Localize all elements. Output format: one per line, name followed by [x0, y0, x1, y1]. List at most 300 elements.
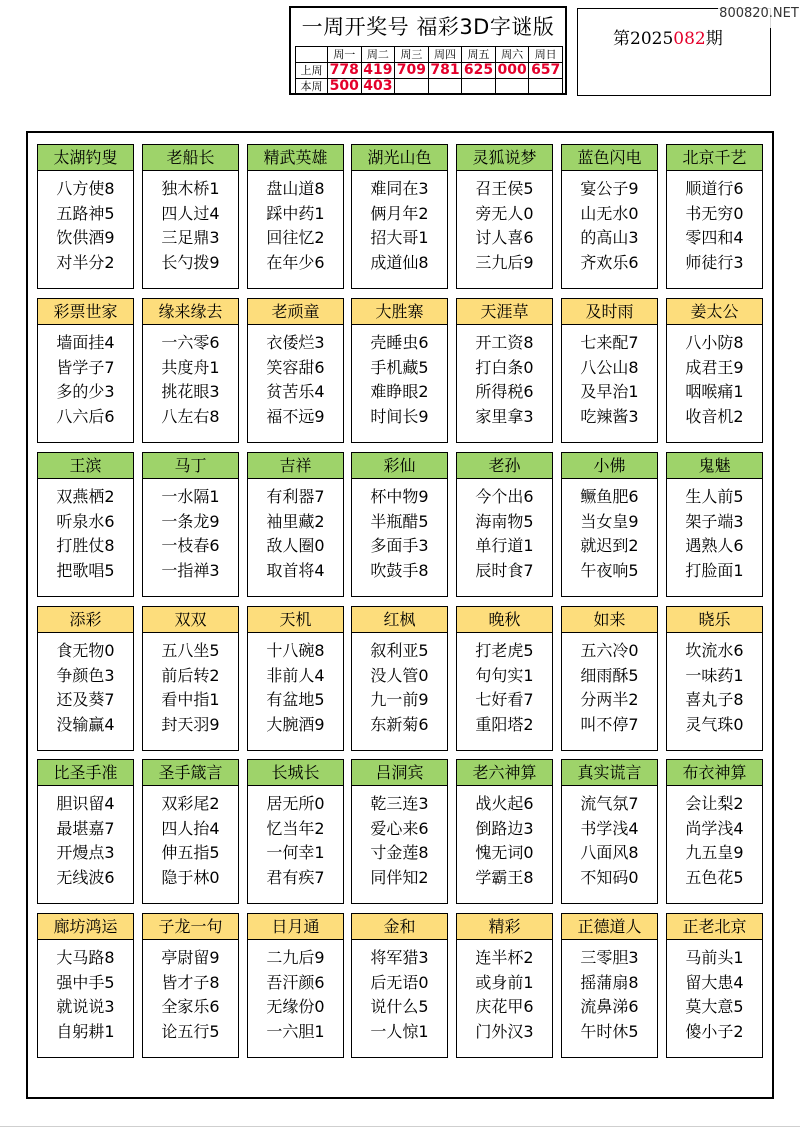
riddle-line: 海南物5: [475, 511, 534, 531]
riddle-line: 挑花眼3: [161, 382, 220, 401]
riddle-lines: [562, 177, 657, 275]
riddle-line: 书学浅4: [580, 818, 639, 838]
riddle-line: 七好看7: [475, 690, 534, 709]
this-week-row: [296, 79, 563, 95]
riddle-line: 伸五指5: [161, 843, 220, 862]
riddle-lines: [457, 946, 552, 1044]
riddle-card-title: 子龙一句: [143, 914, 238, 940]
riddle-grid-panel: [26, 131, 774, 1099]
issue-year: 2025: [630, 29, 674, 49]
riddle-lines: [38, 485, 133, 583]
riddle-line: 叙利亚5: [370, 641, 429, 660]
riddle-line: 壳睡虫6: [370, 333, 429, 352]
riddle-line: 打脸面1: [685, 560, 744, 580]
riddle-line: 旁无人0: [475, 203, 534, 223]
riddle-card: [37, 913, 134, 1058]
riddle-line: 封天羽9: [161, 714, 220, 734]
riddle-card: [142, 759, 239, 904]
riddle-card: [666, 298, 763, 443]
last-week-label: 上周: [296, 63, 328, 79]
riddle-line: 没输赢4: [56, 714, 115, 734]
riddle-lines: [38, 331, 133, 429]
riddle-card-title: 圣手箴言: [143, 760, 238, 786]
riddle-line: 多的少3: [56, 382, 115, 401]
riddle-card: [37, 606, 134, 751]
riddle-line: 君有疾7: [266, 867, 325, 887]
riddle-card: [351, 298, 448, 443]
riddle-card-title: 彩票世家: [38, 299, 133, 325]
riddle-lines: [667, 331, 762, 429]
riddle-card: [351, 913, 448, 1058]
riddle-line: 齐欢乐6: [580, 252, 639, 272]
riddle-card-title: 灵狐说梦: [457, 145, 552, 171]
riddle-lines: [457, 792, 552, 890]
riddle-card-title: 金和: [352, 914, 447, 940]
riddle-lines: [562, 331, 657, 429]
riddle-lines: [352, 485, 447, 583]
day-cell: 周四: [428, 47, 462, 63]
draw-number: 500: [328, 79, 362, 95]
draw-number: 625: [462, 63, 496, 79]
riddle-line: 门外汉3: [475, 1021, 534, 1041]
riddle-card-title: 晓乐: [667, 607, 762, 633]
riddle-line: 当女皇9: [580, 511, 639, 531]
riddle-card: [351, 452, 448, 597]
riddle-line: 饮供酒9: [56, 228, 115, 247]
riddle-lines: [667, 485, 762, 583]
riddle-lines: [38, 792, 133, 890]
riddle-line: 将军猎3: [370, 948, 429, 967]
riddle-card-title: 大胜寨: [352, 299, 447, 325]
riddle-lines: [38, 177, 133, 275]
riddle-line: 在年少6: [266, 252, 325, 272]
riddle-line: 三足鼎3: [161, 228, 220, 247]
riddle-line: 莫大意5: [685, 997, 744, 1016]
riddle-line: 愧无词0: [475, 843, 534, 862]
riddle-line: 七来配7: [580, 333, 639, 352]
day-cell: 周一: [328, 47, 362, 63]
riddle-card: [37, 759, 134, 904]
riddle-card: [456, 144, 553, 289]
riddle-line: 吾汗颜6: [266, 972, 325, 992]
riddle-card-title: 老六神算: [457, 760, 552, 786]
riddle-line: 长勺拨9: [161, 252, 220, 272]
day-cell: 周二: [361, 47, 395, 63]
riddle-card-title: 彩仙: [352, 453, 447, 479]
riddle-card-title: 老顽童: [248, 299, 343, 325]
riddle-line: 招大哥1: [370, 228, 429, 247]
riddle-line: 战火起6: [475, 794, 534, 813]
riddle-card: [247, 759, 344, 904]
draw-number: [395, 79, 429, 95]
riddle-lines: [352, 177, 447, 275]
riddle-lines: [38, 639, 133, 737]
riddle-card: [456, 913, 553, 1058]
riddle-line: 八小防8: [685, 333, 744, 352]
riddle-card: [456, 298, 553, 443]
riddle-line: 五六冷0: [580, 641, 639, 660]
riddle-line: 强中手5: [56, 972, 115, 992]
riddle-card-title: 精武英雄: [248, 145, 343, 171]
draw-number: 657: [529, 63, 563, 79]
riddle-card-title: 及时雨: [562, 299, 657, 325]
riddle-card-title: 王滨: [38, 453, 133, 479]
riddle-line: 及早治1: [580, 382, 639, 401]
riddle-lines: [562, 946, 657, 1044]
day-cell: 周五: [462, 47, 496, 63]
riddle-lines: [38, 946, 133, 1044]
riddle-lines: [457, 639, 552, 737]
riddle-line: 马前头1: [685, 948, 744, 967]
riddle-line: 八六后6: [56, 406, 115, 426]
riddle-card-title: 老船长: [143, 145, 238, 171]
draw-number: [462, 79, 496, 95]
riddle-line: 开熳点3: [56, 843, 115, 862]
riddle-line: 五八坐5: [161, 641, 220, 660]
riddle-line: 一何幸1: [266, 843, 325, 862]
riddle-card-title: 北京千艺: [667, 145, 762, 171]
riddle-line: 四人抬4: [161, 818, 220, 838]
riddle-line: 八公山8: [580, 357, 639, 377]
riddle-lines: [457, 331, 552, 429]
riddle-line: 开工资8: [475, 333, 534, 352]
riddle-line: 八面风8: [580, 843, 639, 862]
riddle-card-title: 正老北京: [667, 914, 762, 940]
riddle-lines: [143, 792, 238, 890]
riddle-line: 听泉水6: [56, 511, 115, 531]
riddle-card: [142, 452, 239, 597]
riddle-line: 九一前9: [370, 690, 429, 709]
riddle-card: [247, 144, 344, 289]
riddle-lines: [143, 177, 238, 275]
riddle-line: 打胜仗8: [56, 536, 115, 555]
riddle-line: 独木桥1: [161, 179, 220, 198]
riddle-lines: [143, 485, 238, 583]
riddle-card-title: 双双: [143, 607, 238, 633]
riddle-line: 辰时食7: [475, 560, 534, 580]
day-cell: 周三: [395, 47, 429, 63]
riddle-card: [142, 913, 239, 1058]
riddle-lines: [352, 331, 447, 429]
riddle-line: 福不远9: [266, 406, 325, 426]
riddle-card-title: 吉祥: [248, 453, 343, 479]
riddle-lines: [248, 792, 343, 890]
riddle-line: 三零胆3: [580, 948, 639, 967]
riddle-line: 共度舟1: [161, 357, 220, 377]
riddle-card-title: 如来: [562, 607, 657, 633]
riddle-card: [351, 606, 448, 751]
riddle-line: 喜丸子8: [685, 690, 744, 709]
draw-number: 403: [361, 79, 395, 95]
riddle-line: 无线波6: [56, 867, 115, 887]
riddle-card: [142, 144, 239, 289]
riddle-card-title: 小佛: [562, 453, 657, 479]
riddle-line: 的高山3: [580, 228, 639, 247]
riddle-line: 有盆地5: [266, 690, 325, 709]
riddle-card-title: 天机: [248, 607, 343, 633]
riddle-line: 五色花5: [685, 867, 744, 887]
riddle-line: 衣倭烂3: [266, 333, 325, 352]
day-cell: 周日: [529, 47, 563, 63]
riddle-card-title: 吕洞宾: [352, 760, 447, 786]
riddle-card: [351, 144, 448, 289]
riddle-line: 敌人圈0: [266, 536, 325, 555]
riddle-card-title: 天涯草: [457, 299, 552, 325]
riddle-line: 午夜响5: [580, 560, 639, 580]
riddle-card: [456, 606, 553, 751]
riddle-card-title: 红枫: [352, 607, 447, 633]
riddle-card: [37, 144, 134, 289]
last-week-row: [296, 63, 563, 79]
riddle-line: 顺道行6: [685, 179, 744, 198]
riddle-line: 忆当年2: [266, 818, 325, 838]
riddle-lines: [248, 639, 343, 737]
riddle-line: 不知码0: [580, 867, 639, 887]
riddle-line: 盘山道8: [266, 179, 325, 198]
riddle-line: 一枝春6: [161, 536, 220, 555]
riddle-line: 成道仙8: [370, 252, 429, 272]
riddle-line: 细雨酥5: [580, 665, 639, 685]
riddle-card-title: 晚秋: [457, 607, 552, 633]
riddle-card-title: 太湖钓叟: [38, 145, 133, 171]
riddle-card-title: 布衣神算: [667, 760, 762, 786]
riddle-line: 吃辣酱3: [580, 406, 639, 426]
riddle-line: 召王侯5: [475, 179, 534, 198]
riddle-line: 吹鼓手8: [370, 560, 429, 580]
riddle-line: 就说说3: [56, 997, 115, 1016]
riddle-lines: [352, 946, 447, 1044]
riddle-line: 一味药1: [685, 665, 744, 685]
riddle-line: 手机藏5: [370, 357, 429, 377]
draw-number: [428, 79, 462, 95]
riddle-line: 无缘份0: [266, 997, 325, 1016]
riddle-card: [561, 913, 658, 1058]
riddle-line: 还及葵7: [56, 690, 115, 709]
riddle-card: [561, 759, 658, 904]
riddle-card: [142, 298, 239, 443]
draw-number: 778: [328, 63, 362, 79]
riddle-line: 一六胆1: [266, 1021, 325, 1041]
riddle-card: [37, 298, 134, 443]
riddle-line: 一条龙9: [161, 511, 220, 531]
draw-number: [529, 79, 563, 95]
riddle-lines: [352, 639, 447, 737]
riddle-line: 今个出6: [475, 487, 534, 506]
riddle-line: 一水隔1: [161, 487, 220, 506]
riddle-line: 乾三连3: [370, 794, 429, 813]
riddle-card-title: 廊坊鸿运: [38, 914, 133, 940]
riddle-line: 傻小子2: [685, 1021, 744, 1041]
riddle-lines: [562, 485, 657, 583]
riddle-line: 师徒行3: [685, 252, 744, 272]
riddle-line: 对半分2: [56, 252, 115, 272]
riddle-line: 寸金莲8: [370, 843, 429, 862]
riddle-card-title: 比圣手准: [38, 760, 133, 786]
riddle-line: 打白条0: [475, 357, 534, 377]
draw-number: [495, 79, 529, 95]
riddle-line: 袖里藏2: [266, 511, 325, 531]
riddle-line: 杯中物9: [370, 487, 429, 506]
riddle-card: [561, 144, 658, 289]
riddle-card: [247, 913, 344, 1058]
riddle-line: 四人过4: [161, 203, 220, 223]
riddle-line: 最堪嘉7: [56, 818, 115, 838]
riddle-lines: [562, 639, 657, 737]
riddle-line: 坎流水6: [685, 641, 744, 660]
riddle-line: 书无穷0: [685, 203, 744, 223]
draw-number: 781: [428, 63, 462, 79]
riddle-lines: [667, 946, 762, 1044]
riddle-card: [666, 759, 763, 904]
riddle-line: 学霸王8: [475, 867, 534, 887]
riddle-lines: [248, 485, 343, 583]
riddle-card: [247, 452, 344, 597]
riddle-line: 八方使8: [56, 179, 115, 198]
riddle-line: 笑容甜6: [266, 357, 325, 377]
riddle-card-title: 缘来缘去: [143, 299, 238, 325]
weekly-draw-header: [289, 6, 567, 95]
riddle-line: 前后转2: [161, 665, 220, 685]
draw-number: 000: [495, 63, 529, 79]
riddle-card: [351, 759, 448, 904]
riddle-card: [142, 606, 239, 751]
weekly-draw-table: [295, 46, 563, 95]
riddle-line: 非前人4: [266, 665, 325, 685]
riddle-line: 皆才子8: [161, 972, 220, 992]
site-watermark: 800820.NET: [718, 0, 800, 28]
riddle-line: 倒路边3: [475, 818, 534, 838]
riddle-line: 难睁眼2: [370, 382, 429, 401]
riddle-card: [666, 606, 763, 751]
corner-cell: [296, 47, 328, 63]
riddle-line: 家里拿3: [475, 406, 534, 426]
riddle-line: 咽喉痛1: [685, 382, 744, 401]
riddle-line: 大马路8: [56, 948, 115, 967]
header-title: 一周开奖号 福彩3D字谜版: [301, 15, 555, 39]
riddle-card: [561, 606, 658, 751]
riddle-card: [666, 144, 763, 289]
riddle-line: 三九后9: [475, 252, 534, 272]
riddle-line: 难同在3: [370, 179, 429, 198]
riddle-line: 一人惊1: [370, 1021, 429, 1041]
riddle-card: [561, 298, 658, 443]
riddle-card: [456, 452, 553, 597]
issue-seq: 082: [673, 29, 706, 49]
riddle-line: 九五皇9: [685, 843, 744, 862]
riddle-line: 留大患4: [685, 972, 744, 992]
riddle-line: 灵气珠0: [685, 714, 744, 734]
riddle-line: 单行道1: [475, 536, 534, 555]
riddle-card-title: 长城长: [248, 760, 343, 786]
riddle-line: 论五行5: [161, 1021, 220, 1041]
riddle-card-title: 姜太公: [667, 299, 762, 325]
riddle-line: 讨人喜6: [475, 228, 534, 247]
riddle-line: 一指禅3: [161, 560, 220, 580]
riddle-line: 说什么5: [370, 997, 429, 1016]
riddle-card-title: 马丁: [143, 453, 238, 479]
day-row: [296, 47, 563, 63]
riddle-line: 遇熟人6: [685, 536, 744, 555]
riddle-lines: [667, 177, 762, 275]
riddle-line: 生人前5: [685, 487, 744, 506]
riddle-line: 踩中药1: [266, 203, 325, 223]
riddle-card: [666, 452, 763, 597]
riddle-card: [37, 452, 134, 597]
riddle-card-title: 正德道人: [562, 914, 657, 940]
riddle-line: 叫不停7: [580, 714, 639, 734]
riddle-line: 流气氛7: [580, 794, 639, 813]
riddle-card: [561, 452, 658, 597]
riddle-card: [247, 298, 344, 443]
riddle-line: 摇蒲扇8: [580, 972, 639, 992]
riddle-line: 双彩尾2: [161, 794, 220, 813]
riddle-line: 会让梨2: [685, 794, 744, 813]
riddle-lines: [143, 639, 238, 737]
riddle-line: 或身前1: [475, 972, 534, 992]
riddle-line: 鳜鱼肥6: [580, 487, 639, 506]
riddle-line: 后无语0: [370, 972, 429, 992]
riddle-lines: [667, 792, 762, 890]
riddle-card: [666, 913, 763, 1058]
riddle-line: 隐于林0: [161, 867, 220, 887]
riddle-lines: [248, 177, 343, 275]
riddle-line: 零四和4: [685, 228, 744, 247]
riddle-line: 大腕酒9: [266, 714, 325, 734]
draw-number: 709: [395, 63, 429, 79]
riddle-line: 贫苦乐4: [266, 382, 325, 401]
riddle-line: 句句实1: [475, 665, 534, 685]
riddle-lines: [457, 177, 552, 275]
riddle-line: 二九后9: [266, 948, 325, 967]
riddle-line: 架子端3: [685, 511, 744, 531]
riddle-line: 五路神5: [56, 203, 115, 223]
riddle-lines: [248, 946, 343, 1044]
riddle-line: 没人管0: [370, 665, 429, 685]
riddle-card-title: 添彩: [38, 607, 133, 633]
riddle-line: 分两半2: [580, 690, 639, 709]
riddle-line: 同伴知2: [370, 867, 429, 887]
riddle-lines: [143, 946, 238, 1044]
riddle-card-title: 精彩: [457, 914, 552, 940]
riddle-line: 看中指1: [161, 690, 220, 709]
riddle-line: 连半杯2: [475, 948, 534, 967]
riddle-line: 一六零6: [161, 333, 220, 352]
riddle-card-title: 蓝色闪电: [562, 145, 657, 171]
riddle-line: 半瓶醋5: [370, 511, 429, 531]
riddle-line: 东新菊6: [370, 714, 429, 734]
riddle-line: 所得税6: [475, 382, 534, 401]
riddle-lines: [562, 792, 657, 890]
riddle-line: 多面手3: [370, 536, 429, 555]
riddle-line: 居无所0: [266, 794, 325, 813]
riddle-lines: [248, 331, 343, 429]
riddle-line: 回往忆2: [266, 228, 325, 247]
riddle-line: 亭尉留9: [161, 948, 220, 967]
riddle-card: [247, 606, 344, 751]
riddle-line: 尚学浅4: [685, 818, 744, 838]
issue-suffix: 期: [705, 29, 723, 49]
bottom-divider: [0, 1126, 800, 1127]
riddle-line: 庆花甲6: [475, 997, 534, 1016]
riddle-line: 取首将4: [266, 560, 325, 580]
this-week-label: 本周: [296, 79, 328, 95]
riddle-card: [456, 759, 553, 904]
riddle-line: 八左右8: [161, 406, 220, 426]
riddle-line: 成君王9: [685, 357, 744, 377]
riddle-card-title: 日月通: [248, 914, 343, 940]
riddle-line: 就迟到2: [580, 536, 639, 555]
riddle-line: 打老虎5: [475, 641, 534, 660]
